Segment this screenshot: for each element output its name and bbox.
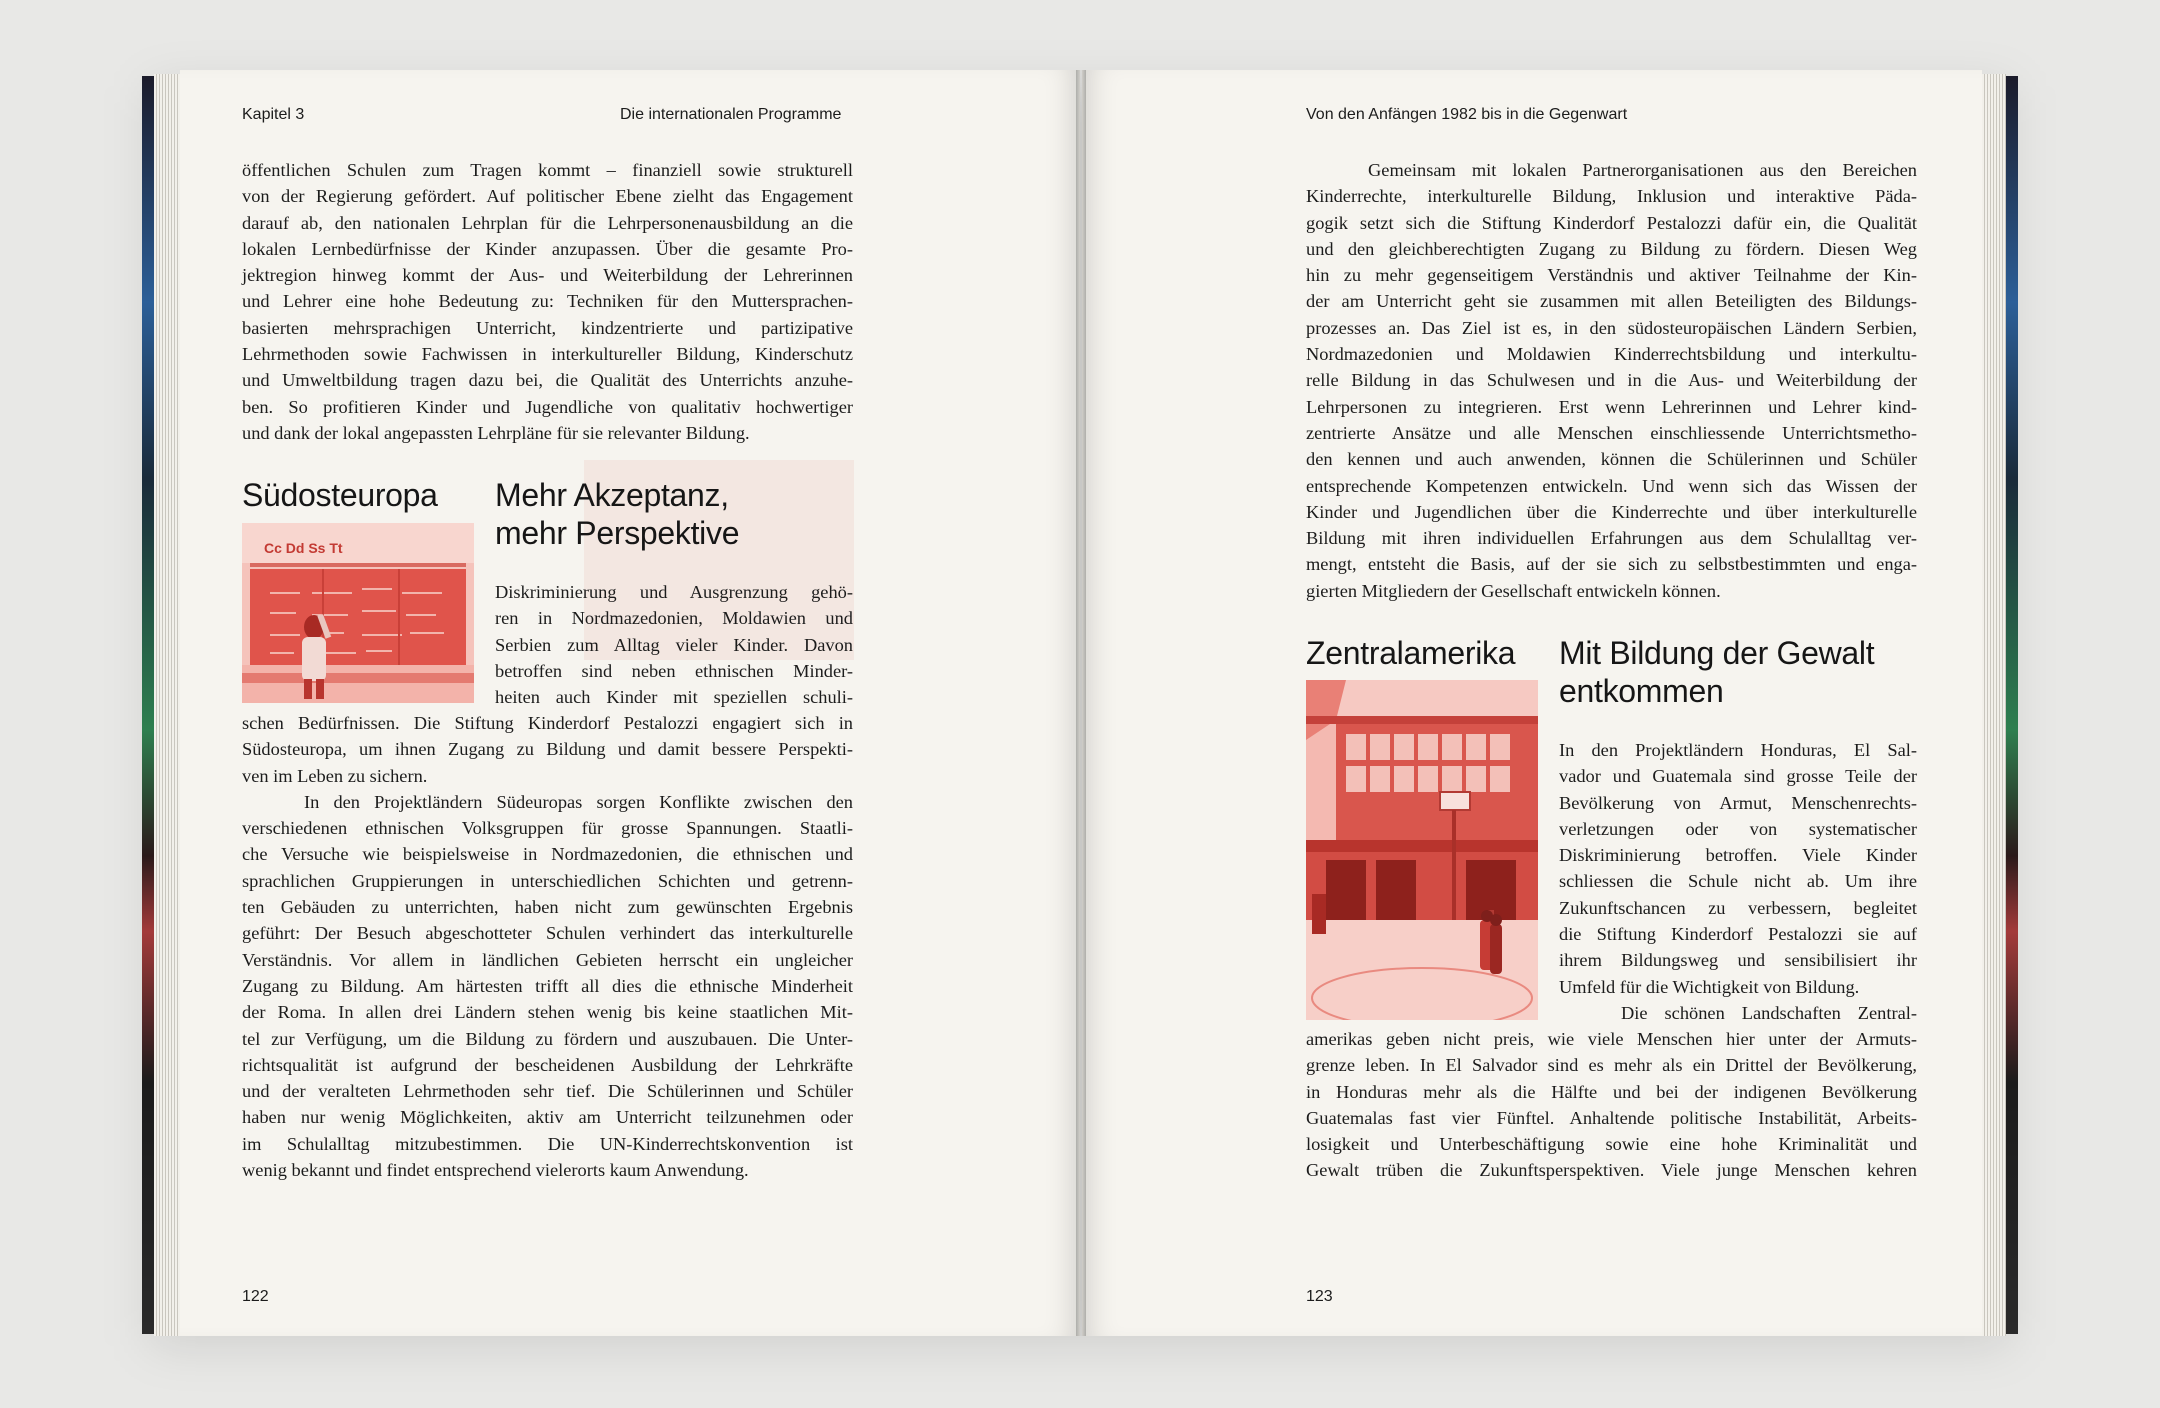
text-line: entsprechende Kompetenzen entwickeln. Und wenn sich das Wissen der	[1306, 475, 1917, 496]
running-head-title: Die internationalen Programme	[620, 106, 842, 123]
text-line: und den gleichberechtigten Zugang zu Bildung zu fördern. Diesen Weg	[1306, 238, 1917, 259]
text-line: gogik setzt sich die Stiftung Kinderdorf Pestalozzi dafür ein, die Qualität	[1306, 212, 1917, 233]
text-line: amerikas geben nicht preis, wie viele Menschen hier unter der Armuts-	[1306, 1029, 1917, 1049]
text-line: Gemeinsam mit lokalen Partnerorganisationen aus den Bereichen	[1368, 160, 1917, 180]
section-title-line: mehr Perspektive	[495, 515, 740, 551]
text-line: verletzungen oder von systematischer	[1559, 818, 1917, 839]
text-line: Kinder und Jugendlichen über die Kinderrechte und über interkulturelle	[1306, 501, 1917, 522]
text-line: grenze leben. In El Salvador sind es mehr als ein Drittel der Bevölkerung,	[1306, 1055, 1917, 1076]
text-line: mengt, entsteht die Basis, auf der sie sich zu selbstbestimmten und enga-	[1306, 554, 1917, 575]
text-line: tel zur Verfügung, um die Bildung zu fördern und auszubauen. Die Unter-	[242, 1028, 853, 1049]
text-line: Gewalt trüben die Zukunftsperspektiven. Viele junge Menschen kehren	[1306, 1160, 1917, 1181]
left-intro-text	[242, 157, 853, 446]
section-title-line: Mit Bildung der Gewalt	[1559, 635, 1875, 671]
text-line: wenig bekannt und findet entsprechend vielerorts kaum Anwendung.	[242, 1160, 749, 1181]
text-line: richtsqualität ist aufgrund der bescheidenen Ausbildung der Lehrkräfte	[242, 1054, 853, 1075]
text-line: Nordmazedonien und Moldawien Kinderrechtsbildung und interkultu-	[1306, 344, 1917, 365]
right-intro-text	[1306, 157, 1917, 604]
page-number-left: 122	[242, 1288, 269, 1305]
text-line: darauf ab, den nationalen Lehrplan für die Lehrpersonenausbildung an die	[242, 212, 853, 233]
section-region-label-right: Zentralamerika	[1306, 635, 1516, 671]
text-line: in Honduras mehr als die Hälfte und bei der indigenen Bevölkerung	[1306, 1081, 1917, 1102]
text-line: von der Regierung gefördert. Auf politischer Ebene zielht das Engagement	[242, 186, 853, 207]
section-region-label: Südosteuropa	[242, 477, 438, 513]
text-line: verschiedenen ethnischen Volksgruppen für grosse Spannungen. Staatli-	[242, 818, 853, 839]
text-line: ren in Nordmazedonien, Moldawien und	[495, 608, 853, 629]
text-line: im Schulalltag mitzubestimmen. Die UN-Kinderrechtskonvention ist	[242, 1133, 853, 1154]
text-line: ihrem Bildungsweg und sensibilisiert ihr	[1559, 950, 1917, 971]
school-building-photo-image	[1306, 680, 1538, 1020]
text-line: Serbien zum Alltag vieler Kinder. Davon	[495, 634, 853, 655]
text-line: geführt: Der Besuch abgeschotteter Schulen verhindert das interkulturelle	[242, 923, 853, 944]
text-line: sprachlichen Gruppierungen in unterschiedlichen Schichten und getrenn-	[242, 870, 853, 891]
text-line: Bevölkerung von Armut, Menschenrechts-	[1559, 792, 1917, 813]
text-line: In den Projektländern Honduras, El Sal-	[1559, 740, 1917, 760]
section-title	[495, 476, 739, 552]
text-line: heiten auch Kinder mit speziellen schuli-	[495, 687, 853, 708]
book-gutter	[1076, 70, 1086, 1336]
text-line: den kennen und auch anwenden, können die Schülerinnen und Schüler	[1306, 449, 1917, 470]
text-line: lokalen Lernbedürfnisse der Kinder anzupassen. Über die gesamte Pro-	[242, 238, 853, 259]
text-line: losigkeit und Unterbeschäftigung sowie eine hohe Kriminalität und	[1306, 1134, 1917, 1155]
left-wrap-text	[495, 579, 853, 710]
text-line: Guatemalas fast vier Fünftel. Anhaltende politische Instabilität, Arbeits-	[1306, 1107, 1917, 1128]
text-line: und der veralteten Lehrmethoden sehr tief. Die Schülerinnen und Schüler	[242, 1081, 853, 1102]
text-line: Lehrpersonen zu integrieren. Erst wenn Lehrerinnen und Lehrer kind-	[1306, 396, 1917, 417]
text-line: Diskriminierung betroffen. Viele Kinder	[1559, 845, 1917, 866]
classroom-photo	[242, 523, 474, 703]
text-line: vador und Guatemala sind grosse Teile der	[1559, 766, 1917, 787]
text-line: Umfeld für die Wichtigkeit von Bildung.	[1559, 976, 1860, 997]
text-line: che Versuche wie beispielsweise in Nordmazedonien, die ethnischen und	[242, 844, 853, 865]
section-title-line: entkommen	[1559, 673, 1724, 709]
text-line: Lehrmethoden sowie Fachwissen in interkultureller Bildung, Kinderschutz	[242, 344, 853, 365]
text-line: ben. So profitieren Kinder und Jugendliche von qualitativ hochwertiger	[242, 396, 853, 417]
text-line: ten Gebäuden zu unterrichten, haben nicht zum gewünschten Ergebnis	[242, 897, 853, 918]
text-line: die Stiftung Kinderdorf Pestalozzi sie auf	[1559, 924, 1917, 945]
right-body-text	[1306, 1026, 1917, 1184]
text-line: gierten Mitgliedern der Gesellschaft entwickeln können.	[1306, 580, 1721, 601]
text-line: prozesses an. Das Ziel ist es, in den südosteuropäischen Ländern Serbien,	[1306, 317, 1917, 338]
section-title-right	[1559, 634, 1874, 710]
text-line: betroffen sind neben ethnischen Minder-	[495, 660, 853, 681]
text-line: relle Bildung in das Schulwesen und in die Aus- und Weiterbildung der	[1306, 370, 1917, 391]
text-line: haben nur wenig Möglichkeiten, aktiv am Unterricht teilzunehmen oder	[242, 1107, 853, 1128]
running-head-title-right: Von den Anfängen 1982 bis in die Gegenwart	[1306, 106, 1628, 123]
text-line: öffentlichen Schulen zum Tragen kommt – finanziell sowie strukturell	[242, 160, 853, 180]
text-line: ven im Leben zu sichern.	[242, 765, 428, 786]
text-line: hin zu mehr gegenseitigem Verständnis und aktiver Teilnahme der Kin-	[1306, 265, 1917, 286]
left-body-text	[242, 710, 853, 1183]
school-building-photo	[1306, 680, 1538, 1020]
text-line: und dank der lokal angepassten Lehrpläne für sie relevanter Bildung.	[242, 422, 750, 443]
text-line: schen Bedürfnissen. Die Stiftung Kinderdorf Pestalozzi engagiert sich in	[242, 713, 853, 733]
text-line: Zukunftschancen zu verbessern, begleitet	[1559, 897, 1917, 918]
text-line: Zugang zu Bildung. Am härtesten trifft all dies die ethnische Minderheit	[242, 975, 853, 996]
text-line: und Lehrer eine hohe Bedeutung zu: Techniken für den Muttersprachen-	[242, 291, 853, 312]
text-line: schliessen die Schule nicht ab. Um ihre	[1559, 871, 1917, 892]
book-cover-edge-left	[142, 76, 154, 1334]
text-line: Bildung mit ihren individuellen Erfahrungen aus dem Schulalltag ver-	[1306, 528, 1917, 549]
text-line: basierten mehrsprachigen Unterricht, kindzentrierte und partizipative	[242, 317, 853, 338]
section-title-line: Mehr Akzeptanz,	[495, 477, 729, 513]
text-line: Diskriminierung und Ausgrenzung gehö-	[495, 582, 853, 602]
text-line: In den Projektländern Südeuropas sorgen Konflikte zwischen den	[304, 791, 853, 812]
classroom-photo-image	[242, 523, 474, 703]
board-letters: Cc Dd Ss Tt	[264, 540, 343, 556]
text-line: zentrierte Ansätze und alle Menschen einschliessende Unterrichtsmetho-	[1306, 422, 1917, 443]
book-cover-edge-right	[2006, 76, 2018, 1334]
text-line: und Umweltbildung tragen dazu bei, die Qualität des Unterrichts anzuhe-	[242, 370, 853, 391]
text-line: jektregion hinweg kommt der Aus- und Weiterbildung der Lehrerinnen	[242, 265, 853, 286]
text-line: der am Unterricht geht sie zusammen mit allen Beteiligten des Bildungs-	[1306, 291, 1917, 312]
text-line: Südosteuropa, um ihnen Zugang zu Bildung und damit bessere Perspekti-	[242, 739, 853, 760]
right-wrap-text	[1559, 737, 1917, 1026]
text-line: Die schönen Landschaften Zentral-	[1621, 1002, 1917, 1023]
running-head-chapter: Kapitel 3	[242, 106, 305, 123]
text-line: Kinderrechte, interkulturelle Bildung, Inklusion und interaktive Päda-	[1306, 186, 1917, 207]
page-number-right: 123	[1306, 1288, 1333, 1305]
text-line: der Roma. In allen drei Ländern stehen wenig bis keine staatlichen Mit-	[242, 1002, 853, 1023]
text-line: Verständnis. Vor allem in ländlichen Gebieten herrscht ein ungleicher	[242, 949, 853, 970]
